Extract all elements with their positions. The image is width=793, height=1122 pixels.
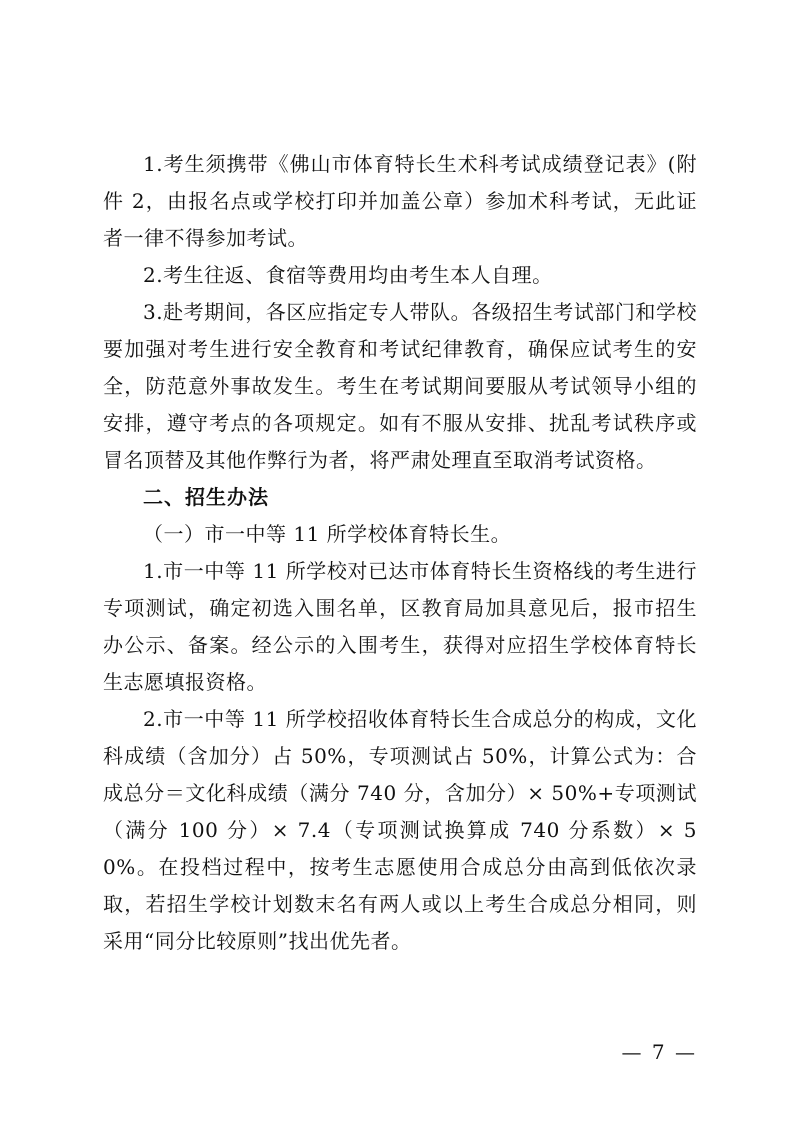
paragraph-4: 1.市一中等 11 所学校对已达市体育特长生资格线的考生进行专项测试，确定初选入围名单，区教育局加具意见后，报市招生办公示、备案。经公示的入围考生，获得对应招生学校体育特长生志愿填报资格。 <box>103 559 697 694</box>
page-number: — 7 — <box>621 1040 697 1064</box>
paragraph-1: 1.考生须携带《佛山市体育特长生术科考试成绩登记表》(附件 2，由报名点或学校打印并加盖公章）参加术科考试，无此证者一律不得参加考试。 <box>103 152 697 250</box>
document-body <box>103 146 697 960</box>
section-heading: 二、招生办法 <box>143 485 269 509</box>
paragraph-5: 2.市一中等 11 所学校招收体育特长生合成总分的构成，文化科成绩（含加分）占 50%，专项测试占 50%，计算公式为：合成总分＝文化科成绩（满分 740 分，含加分）× 50%+专项测试（满分 100 分）× 7.4（专项测试换算成 740 分系数）× 50%。在投档过程中，按考生志愿使用合成总分由高到低依次录取，若招生学校计划数末名有两人或以上考生合成总分相同，则采用“同分比较原则”找出优先者。 <box>103 707 697 953</box>
paragraph-3: 3.赴考期间，各区应指定专人带队。各级招生考试部门和学校要加强对考生进行安全教育和考试纪律教育，确保应试考生的安全，防范意外事故发生。考生在考试期间要服从考试领导小组的安排，遵守考点的各项规定。如有不服从安排、扰乱考试秩序或冒名顶替及其他作弊行为者，将严肃处理直至取消考试资格。 <box>103 300 697 472</box>
subsection-title: （一）市一中等 11 所学校体育特长生。 <box>143 522 512 546</box>
paragraph-2: 2.考生往返、食宿等费用均由考生本人自理。 <box>143 263 553 287</box>
